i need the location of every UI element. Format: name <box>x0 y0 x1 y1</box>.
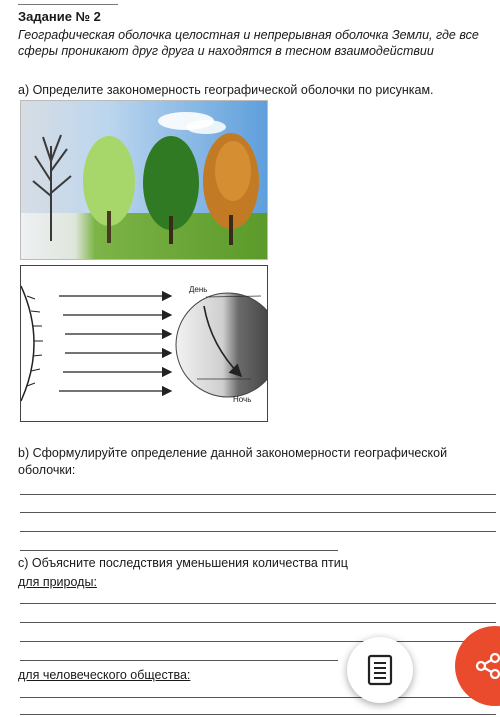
document-button[interactable] <box>347 637 413 703</box>
seasons-trees-image <box>20 100 268 260</box>
task-title: Задание № 2 <box>18 9 101 24</box>
answer-line <box>20 660 338 661</box>
answer-line <box>20 494 496 495</box>
answer-line <box>20 641 496 642</box>
sun-icon <box>21 286 43 401</box>
for-nature-label: для природы: <box>18 575 97 589</box>
top-divider <box>18 4 118 5</box>
for-society-label: для человеческого общества: <box>18 668 191 682</box>
question-b: b) Сформулируйте определение данной закономерности географической оболочки: <box>18 446 448 477</box>
night-label: Ночь <box>233 395 252 404</box>
document-icon <box>367 654 393 686</box>
answer-line <box>20 531 496 532</box>
answer-line <box>20 550 338 551</box>
answer-line <box>20 512 496 513</box>
share-button[interactable] <box>455 626 500 706</box>
task-intro: Географическая оболочка целостная и непрерывная оболочка Земли, где все сферы проникают друг друга и находятся в тесном взаимодействии <box>18 28 479 58</box>
answer-line <box>20 622 496 623</box>
day-label: День <box>189 285 208 294</box>
answer-line <box>20 697 496 698</box>
answer-line <box>20 603 496 604</box>
question-c: с) Объясните последствия уменьшения количества птиц <box>18 556 348 570</box>
day-night-diagram <box>20 265 268 422</box>
question-a: а) Определите закономерность географической оболочки по рисункам. <box>18 83 434 97</box>
answer-line <box>20 714 496 715</box>
share-icon <box>475 653 500 679</box>
